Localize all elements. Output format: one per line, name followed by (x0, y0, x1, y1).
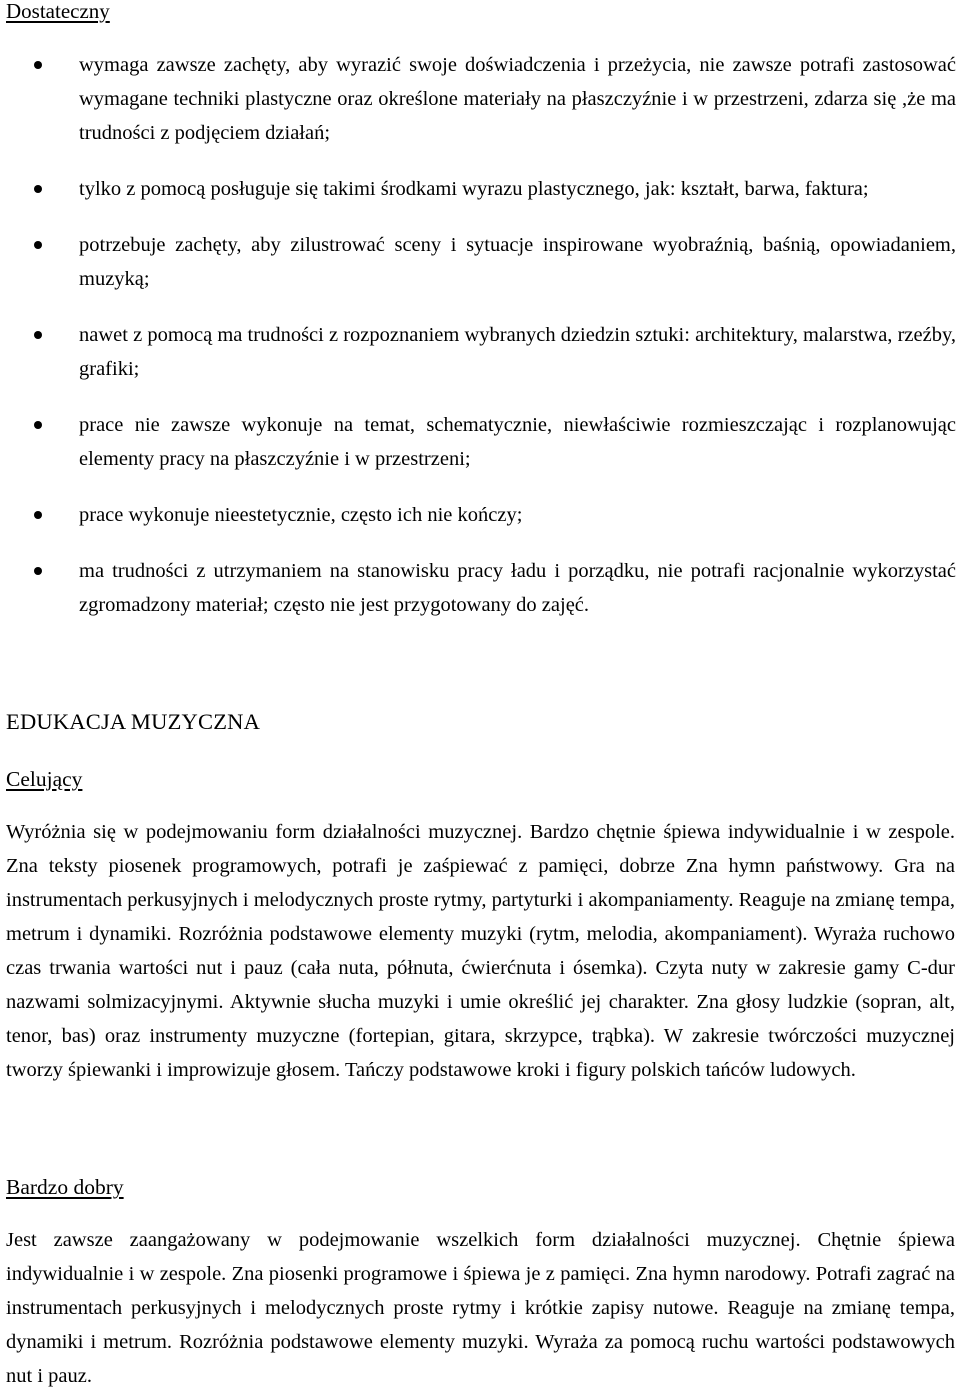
grade-heading-bardzo-dobry: Bardzo dobry (6, 1175, 124, 1199)
list-item: nawet z pomocą ma trudności z rozpoznaniem wybranych dziedzin sztuki: architektury, malarstwa, rzeźby, grafiki; (6, 318, 956, 386)
bullet-icon (34, 61, 42, 69)
list-item: ma trudności z utrzymaniem na stanowisku pracy ładu i porządku, nie potrafi racjonalnie wykorzystać zgromadzony materiał; często nie jest przygotowany do zajęć. (6, 554, 956, 622)
list-item: wymaga zawsze zachęty, aby wyrazić swoje doświadczenia i przeżycia, nie zawsze potrafi zastosować wymagane techniki plastyczne oraz określone materiały na płaszczyźnie i w przestrzeni, zdarza się ,że ma trudności z podjęciem działań; (6, 48, 956, 150)
bullet-icon (34, 185, 42, 193)
list-item: potrzebuje zachęty, aby zilustrować sceny i sytuacje inspirowane wyobraźnią, baśnią, opowiadaniem, muzyką; (6, 228, 956, 296)
bullet-icon (34, 421, 42, 429)
bullet-icon (34, 331, 42, 339)
celujacy-paragraph: Wyróżnia się w podejmowaniu form działalności muzycznej. Bardzo chętnie śpiewa indywidualnie i w zespole. Zna teksty piosenek programowych, potrafi je zaśpiewać z pamięci, dobrze Zna hymn państwowy. Gra na instrumentach perkusyjnych i melodycznych proste rytmy, partyturki i akompaniamenty. Reaguje na zmianę tempa, metrum i dynamiki. Rozróżnia podstawowe elementy muzyki (rytm, melodia, akompaniament). Wyraża ruchowo czas trwania wartości nut i pauz (cała nuta, półnuta, ćwierćnuta i ósemka). Czyta nuty w zakresie gamy C-dur nazwami solmizacyjnymi. Aktywnie słucha muzyki i umie określić jej charakter. Zna głosy ludzkie (sopran, alt, tenor, bas) oraz instrumenty muzyczne (fortepian, gitara, skrzypce, trąbka). W zakresie twórczości muzycznej tworzy śpiewanki i improwizuje głosem. Tańczy podstawowe kroki i figury polskich tańców ludowych. (6, 821, 955, 1081)
grade-heading-dostateczny: Dostateczny (6, 0, 110, 23)
bardzo-dobry-paragraph: Jest zawsze zaangażowany w podejmowanie wszelkich form działalności muzycznej. Chętnie śpiewa indywidualnie i w zespole. Zna piosenki programowe i śpiewa je z pamięci. Zna hymn narodowy. Potrafi zagrać na instrumentach perkusyjnych i melodycznych proste rytmy i krótkie zapisy nutowe. Reaguje na zmianę tempa, dynamiki i metrum. Rozróżnia podstawowe elementy muzyki. Wyraża za pomocą ruchu wartości podstawowych nut i pauz. (6, 1229, 955, 1387)
grade-heading-celujacy: Celujący (6, 767, 83, 791)
bullet-icon (34, 567, 42, 575)
section-title-music: EDUKACJA MUZYCZNA (6, 709, 261, 734)
bullet-icon (34, 241, 42, 249)
list-item: tylko z pomocą posługuje się takimi środkami wyrazu plastycznego, jak: kształt, barwa, faktura; (6, 172, 956, 206)
list-item: prace wykonuje nieestetycznie, często ich nie kończy; (6, 498, 956, 532)
bullet-icon (34, 511, 42, 519)
criteria-bullet-list (6, 48, 956, 644)
list-item: prace nie zawsze wykonuje na temat, schematycznie, niewłaściwie rozmieszczając i rozplanowując elementy pracy na płaszczyźnie i w przestrzeni; (6, 408, 956, 476)
